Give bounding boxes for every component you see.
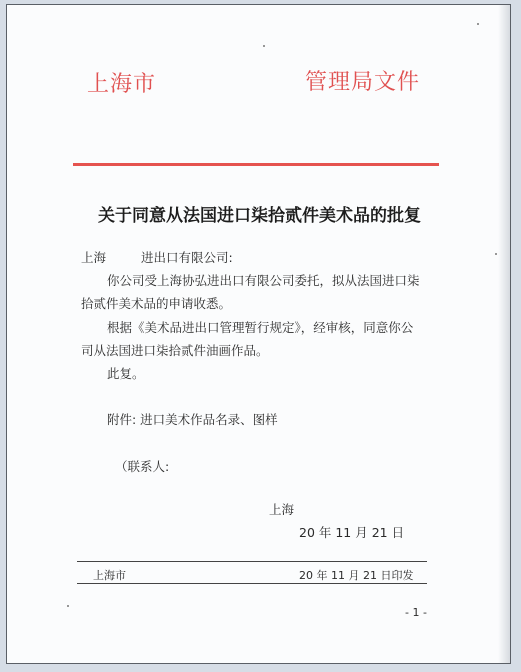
closing-text: 此复。 [107, 366, 145, 381]
scan-speck [495, 253, 497, 255]
red-header-rule [73, 163, 439, 166]
page-number: - 1 - [405, 606, 427, 619]
scan-speck [67, 605, 69, 607]
footer-bottom-rule [77, 583, 427, 584]
signature-date: 20 年 11 月 21 日 [299, 525, 405, 540]
paragraph1-line1: 你公司受上海协弘进出口有限公司委托，拟从法国进口柒 [107, 273, 420, 288]
issuer-header-left: 上海市 [87, 72, 157, 97]
salutation-city: 上海 [81, 250, 107, 265]
footer-print-date: 20 年 11 月 21 日印发 [299, 569, 414, 582]
paragraph2-line2: 司从法国进口柒拾贰件油画作品。 [81, 343, 269, 358]
paragraph1-line2: 拾贰件美术品的申请收悉。 [81, 296, 232, 311]
issuer-header-right: 管理局文件 [305, 70, 421, 95]
paragraph2-line1: 根据《美术品进出口管理暂行规定》，经审核，同意你公 [107, 320, 414, 335]
salutation-company: 进出口有限公司: [141, 250, 233, 265]
signature-city: 上海 [269, 502, 295, 517]
document-page [6, 4, 511, 664]
footer-issuer: 上海市 [93, 569, 126, 582]
scan-edge-shadow [498, 5, 510, 663]
footer-top-rule [77, 561, 427, 562]
document-title: 关于同意从法国进口柒拾贰件美术品的批复 [98, 206, 421, 226]
contact-line: （联系人: [115, 459, 170, 474]
scan-speck [263, 45, 265, 47]
attachment-line: 附件: 进口美术作品名录、图样 [107, 412, 278, 427]
scan-speck [477, 23, 479, 25]
